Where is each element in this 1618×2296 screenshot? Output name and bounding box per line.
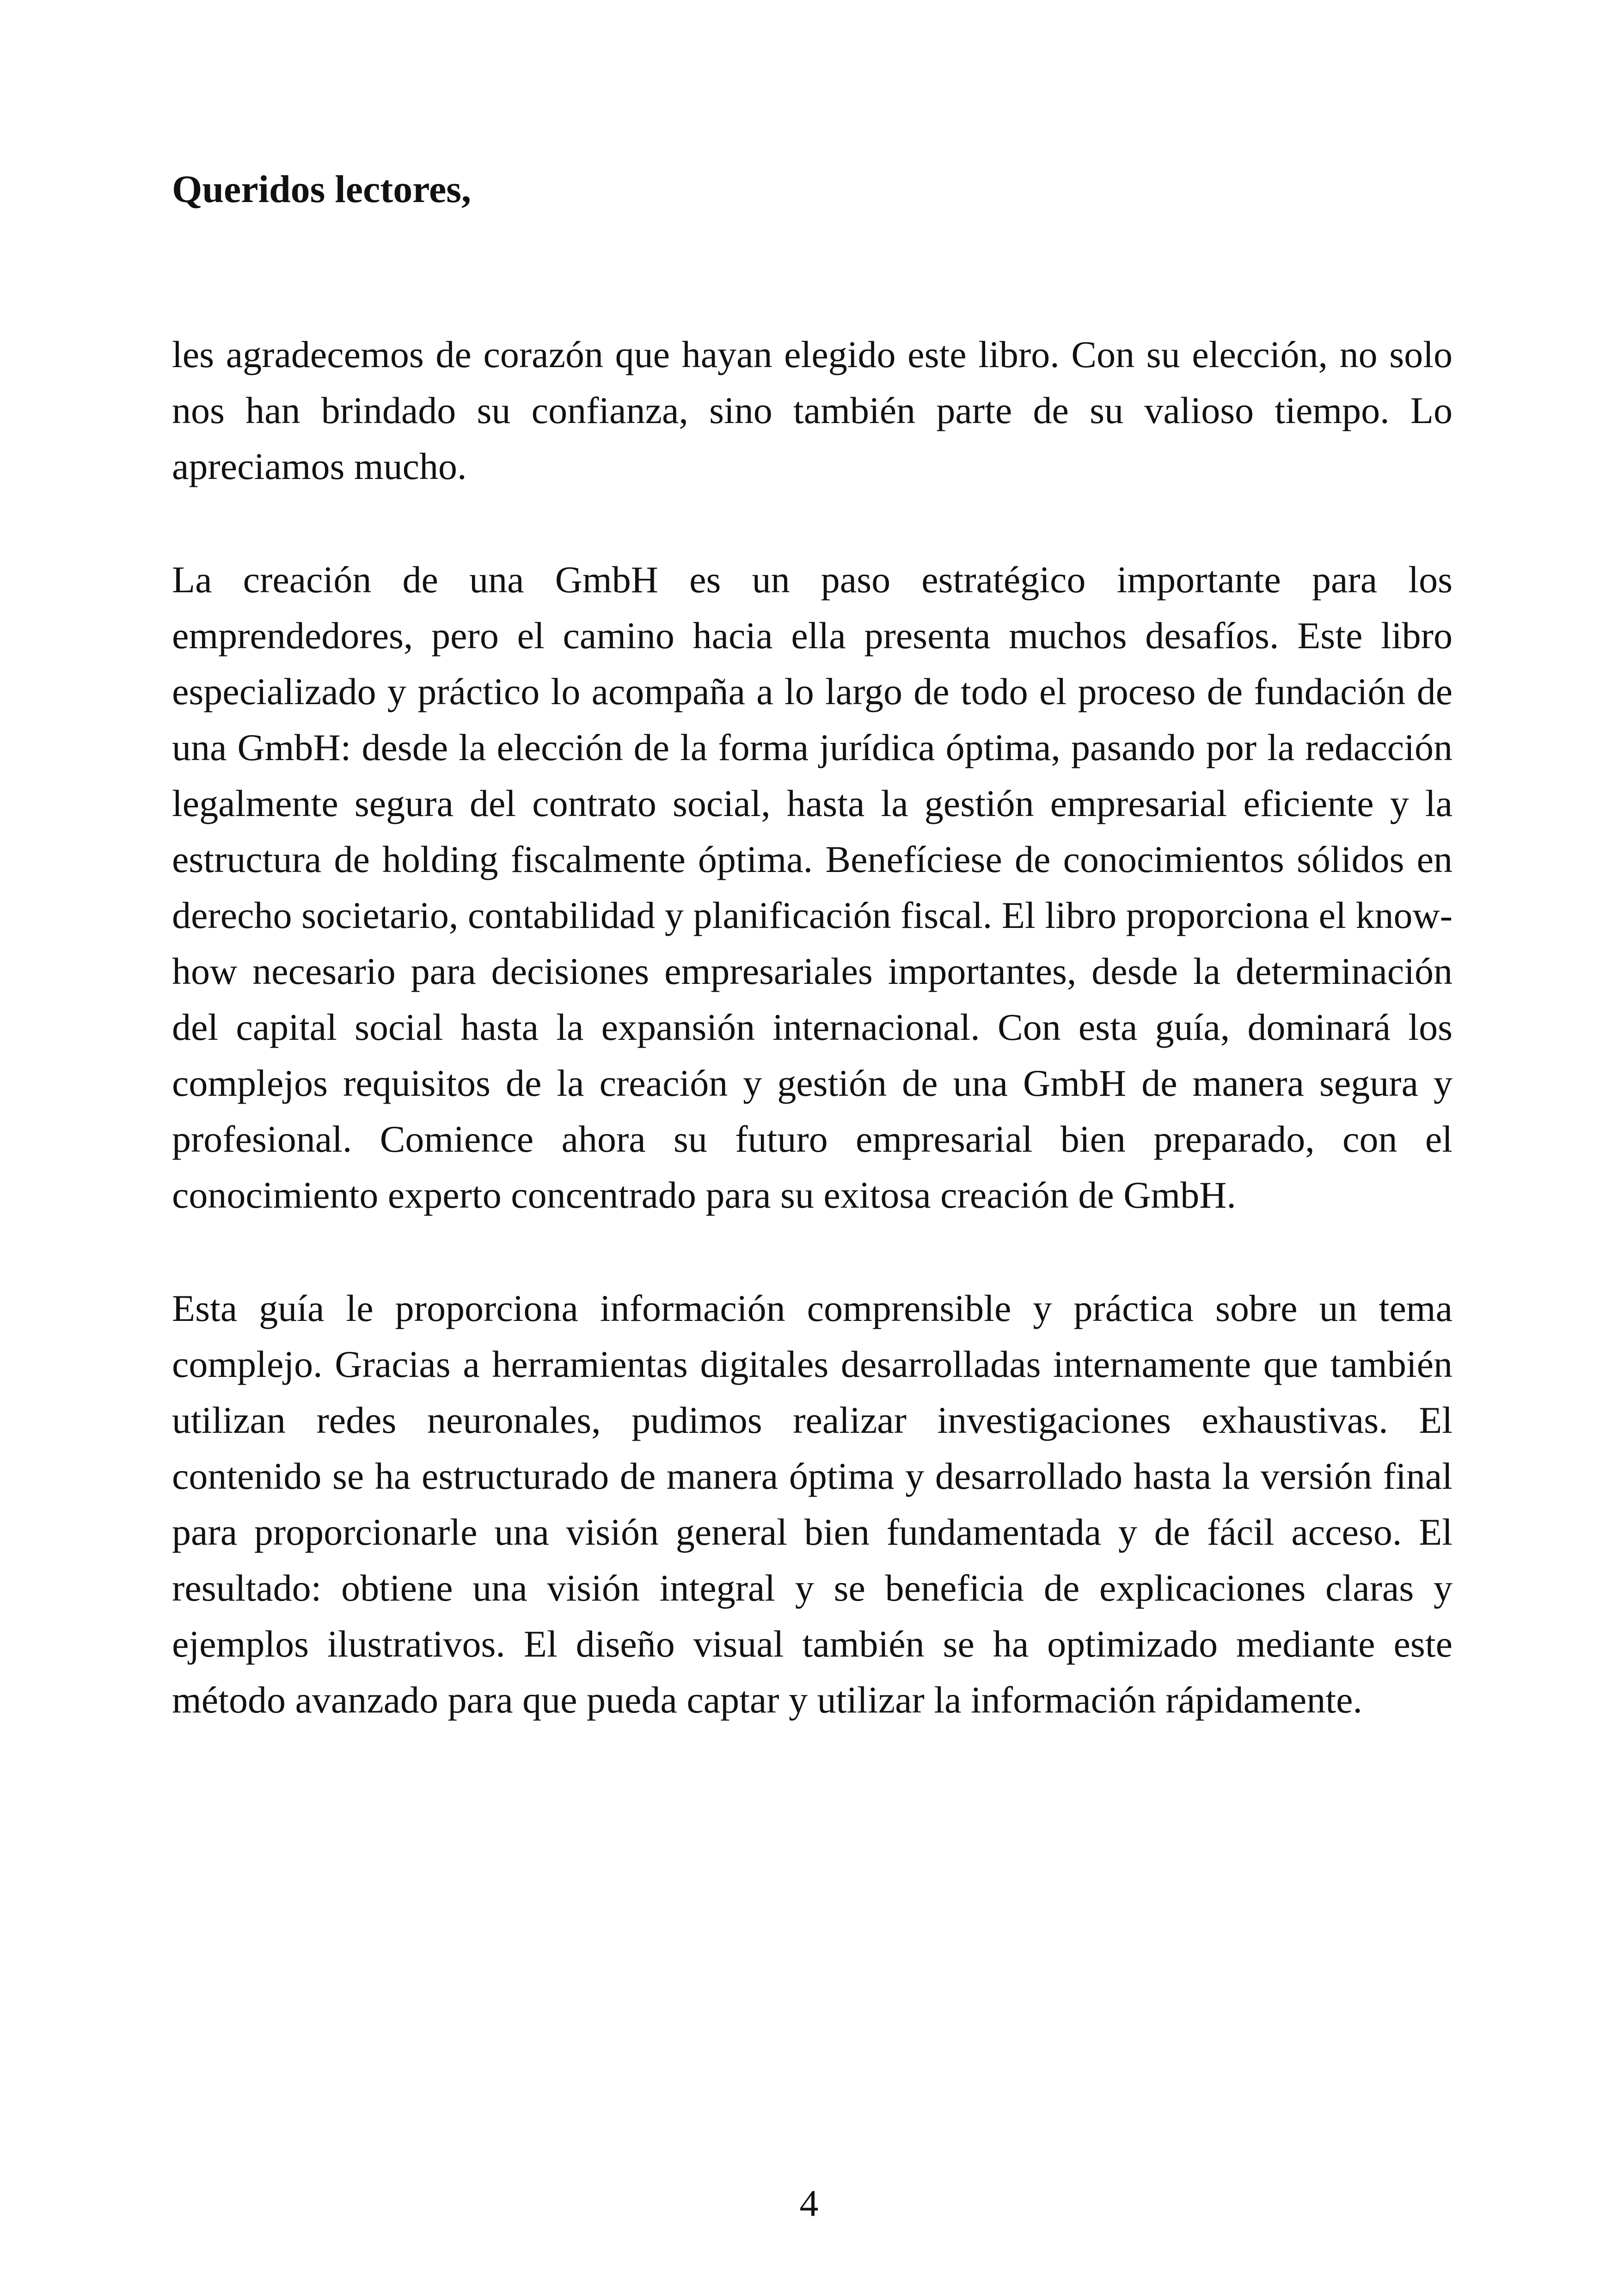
paragraph-thanks: les agradecemos de corazón que hayan elegido este libro. Con su elección, no solo nos han brindado su confianza, sino también parte de su valioso tiempo. Lo apreciamos mucho. [172, 333, 1453, 487]
paragraph-gmbh-overview: La creación de una GmbH es un paso estratégico importante para los emprendedores, pero el camino hacia ella presenta muchos desafíos. Este libro especializado y práctico lo acompaña a lo largo de todo el proceso de fundación de una GmbH: desde la elección de la forma jurídica óptima, pasando por la redacción legalmente segura del contrato social, hasta la gestión empresarial eficiente y la estructura de holding fiscalmente óptima. Benefíciese de conocimientos sólidos en derecho societario, contabilidad y planificación fiscal. El libro proporciona el know-how necesario para decisiones empresariales importantes, desde la determinación del capital social hasta la expansión internacional. Con esta guía, dominará los complejos requisitos de la creación y gestión de una GmbH de manera segura y profesional. Comience ahora su futuro empresarial bien preparado, con el conocimiento experto concentrado para su exitosa creación de GmbH. [172, 558, 1453, 1216]
paragraph-guide-method: Esta guía le proporciona información comprensible y práctica sobre un tema complejo. Gracias a herramientas digitales desarrolladas internamente que también utilizan redes neuronales, pudimos realizar investigaciones exhaustivas. El contenido se ha estructurado de manera óptima y desarrollado hasta la versión final para proporcionarle una visión general bien fundamentada y de fácil acceso. El resultado: obtiene una visión integral y se beneficia de explicaciones claras y ejemplos ilustrativos. El diseño visual también se ha optimizado mediante este método avanzado para que pueda captar y utilizar la información rápidamente. [172, 1287, 1453, 1721]
greeting-heading: Queridos lectores, [172, 168, 471, 211]
page-number: 4 [799, 2182, 819, 2224]
page-content [172, 166, 1453, 1785]
